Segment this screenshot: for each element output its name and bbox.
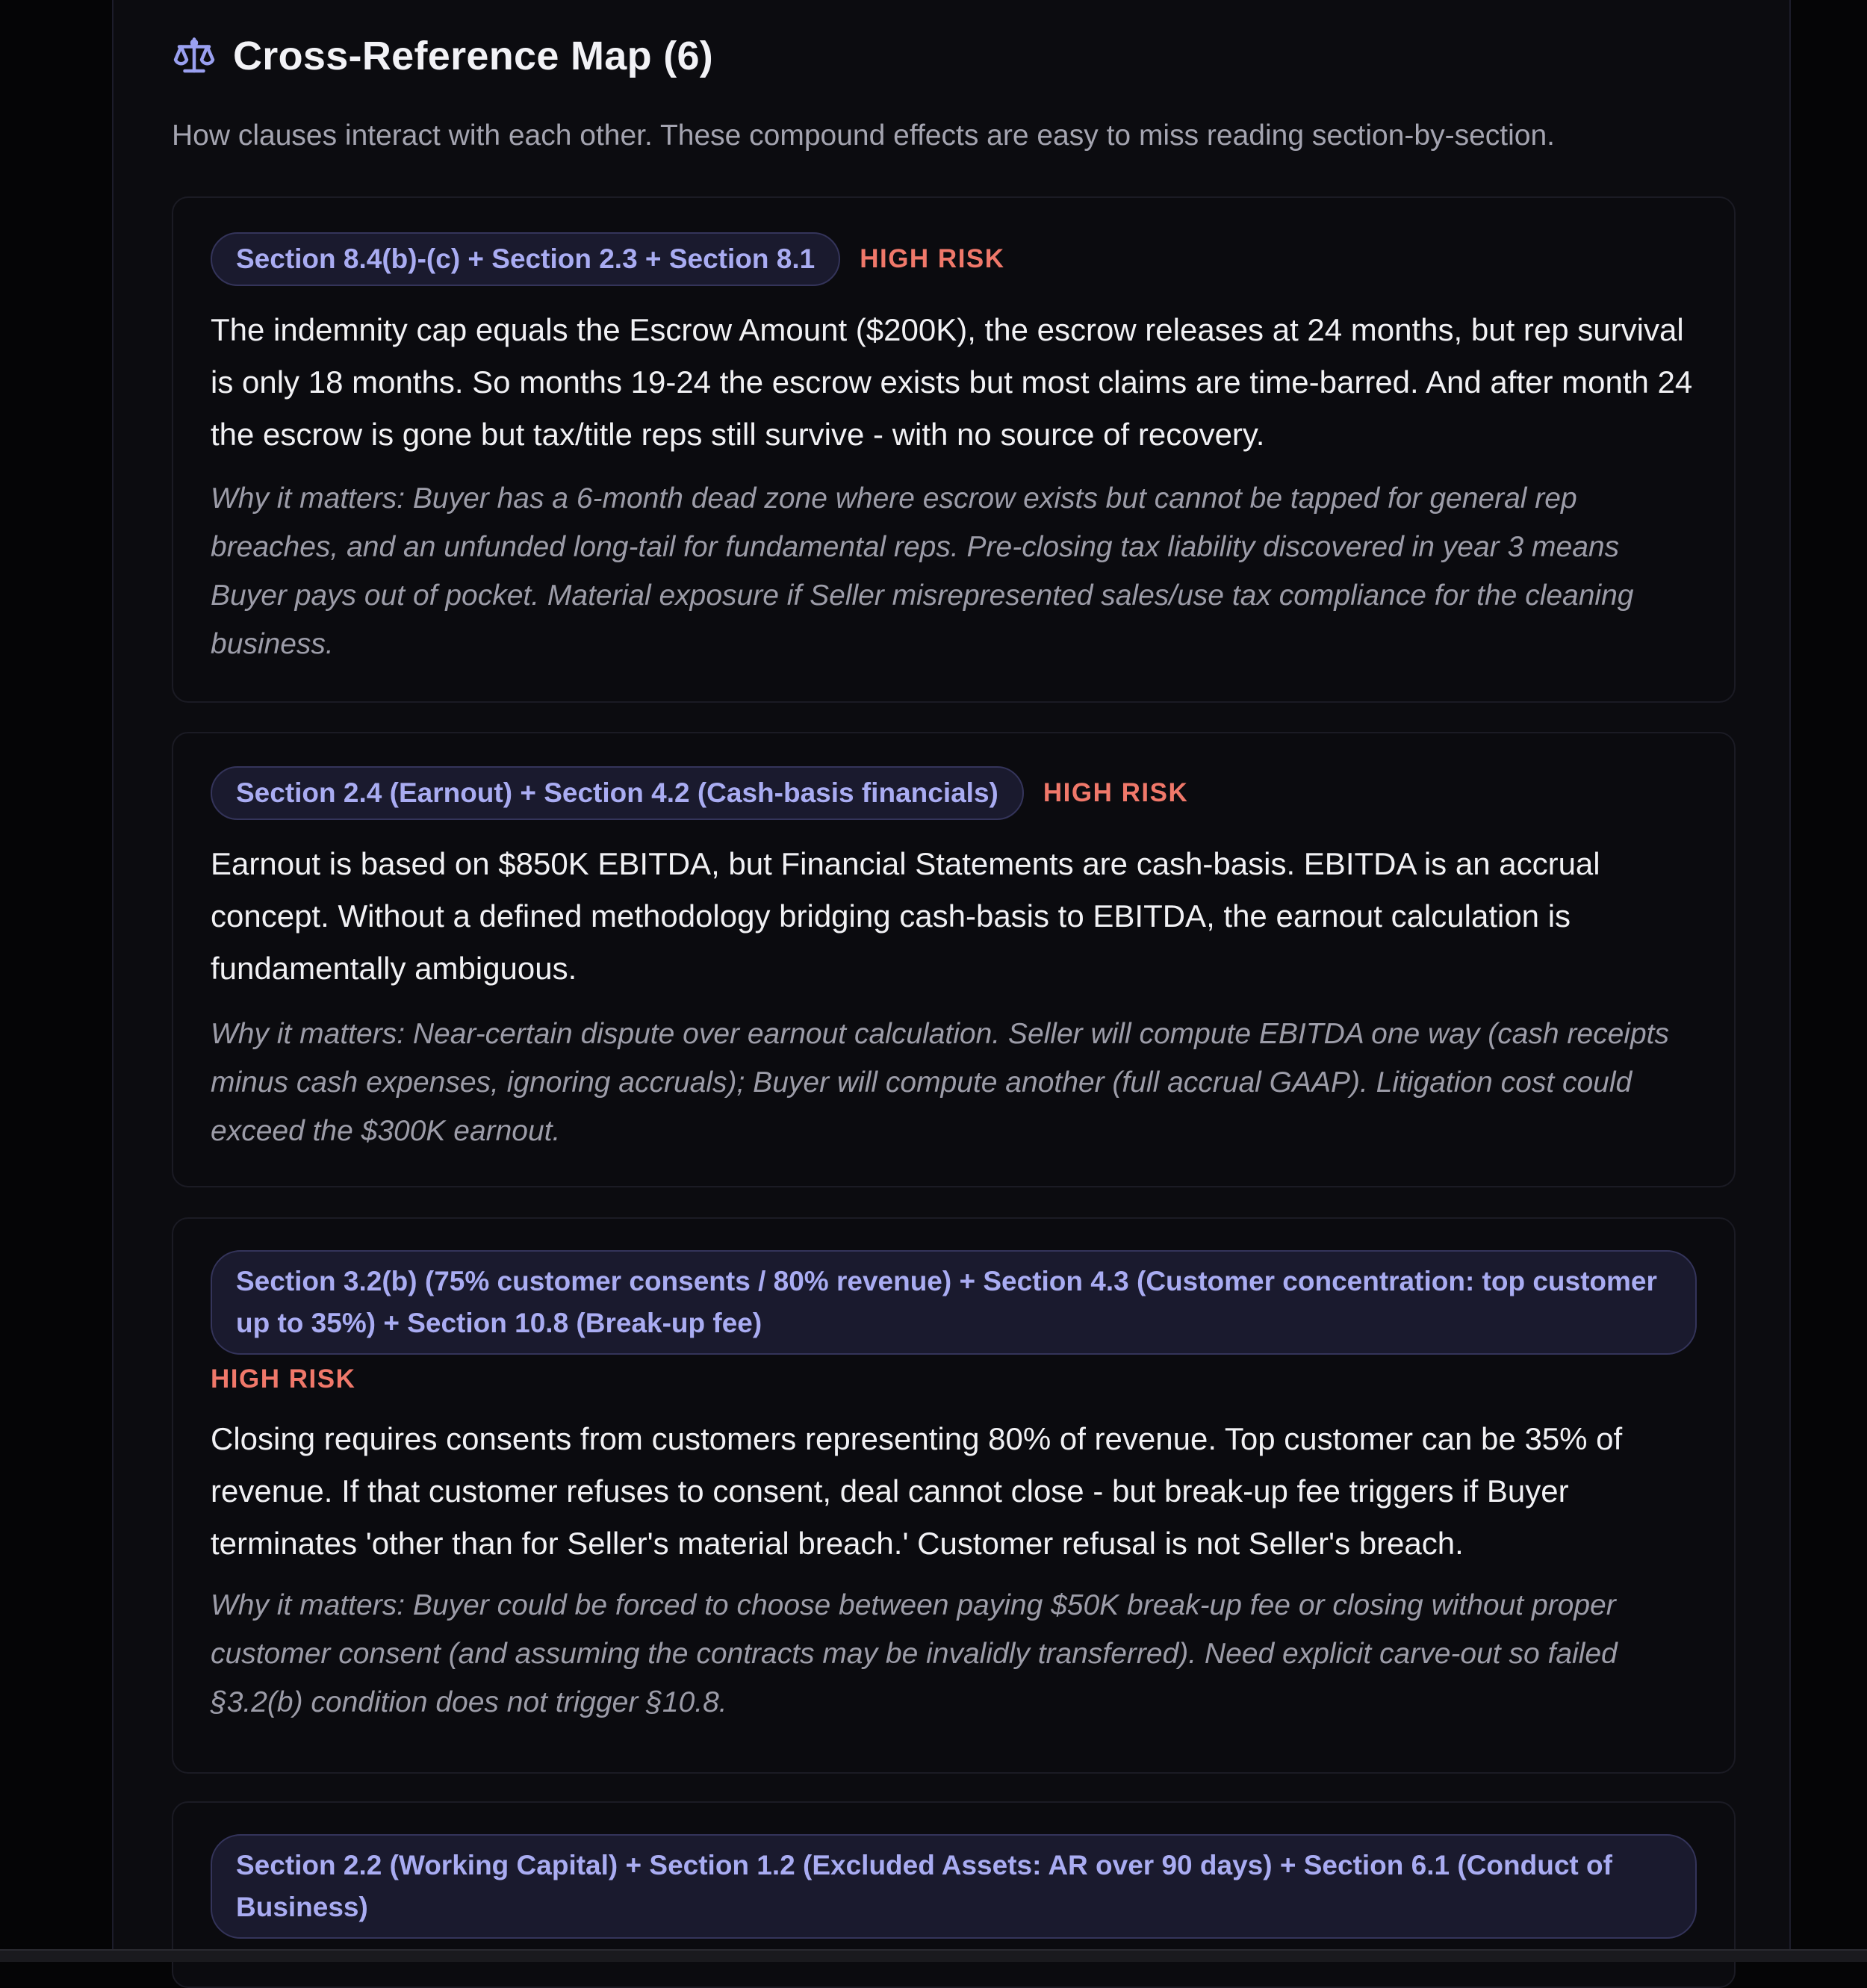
card-why-it-matters: Why it matters: Buyer has a 6-month dead zone where escrow exists but cannot be tapped for general rep breaches, and an unfunded long-tail for fundamental reps. Pre-closing tax liability discovered in year 3 means Buyer pays out of pocket. Material exposure if Seller misrepresented sales/use tax compliance for the cleaning business. — [211, 482, 1634, 660]
card-why-it-matters: Why it matters: Buyer could be forced to choose between paying $50K break-up fee or closing without proper customer consent (and assuming the contracts may be invalidly transferred). Need explicit carve-out so failed §3.2(b) condition does not trigger §10.8. — [211, 1589, 1618, 1718]
card-header — [211, 1250, 1697, 1355]
card-why-it-matters: Why it matters: Near-certain dispute over earnout calculation. Seller will compute EBITDA one way (cash receipts minus cash expenses, ignoring accruals); Buyer will compute another (full accrual GAAP). Litigation cost could exceed the $300K earnout. — [211, 1018, 1669, 1147]
section-reference-pill[interactable]: Section 8.4(b)-(c) + Section 2.3 + Section 8.1 — [211, 232, 840, 286]
section-header — [172, 30, 713, 82]
section-reference-pill[interactable]: Section 3.2(b) (75% customer consents / 80% revenue) + Section 4.3 (Customer concentration: top customer up to 35%) + Section 10.8 (Break-up fee) — [211, 1250, 1697, 1355]
section-reference-pill[interactable]: Section 2.2 (Working Capital) + Section 1.2 (Excluded Assets: AR over 90 days) + Section 6.1 (Conduct of Business) — [211, 1834, 1697, 1939]
page-title: Cross-Reference Map (6) — [233, 34, 714, 78]
risk-badge: HIGH RISK — [860, 244, 1005, 273]
cross-reference-panel — [112, 0, 1791, 1949]
risk-badge: HIGH RISK — [211, 1364, 356, 1394]
card-description: Earnout is based on $850K EBITDA, but Financial Statements are cash-basis. EBITDA is an accrual concept. Without a defined methodology bridging cash-basis to EBITDA, the earnout calculation is fundamentally ambiguous. — [211, 846, 1600, 986]
cross-reference-card — [172, 732, 1736, 1187]
section-reference-pill[interactable]: Section 2.4 (Earnout) + Section 4.2 (Cash-basis financials) — [211, 766, 1024, 820]
card-header — [211, 232, 1005, 286]
card-header — [211, 766, 1188, 820]
card-header — [211, 1834, 1697, 1939]
cross-reference-card — [172, 196, 1736, 703]
card-description: Closing requires consents from customers representing 80% of revenue. Top customer can be 35% of revenue. If that customer refuses to consent, deal cannot close - but break-up fee triggers if Buyer terminates 'other than for Seller's material breach.' Customer refusal is not Seller's breach. — [211, 1421, 1623, 1561]
card-description: The indemnity cap equals the Escrow Amount ($200K), the escrow releases at 24 months, but rep survival is only 18 months. So months 19-24 the escrow exists but most claims are time-barred. And after month 24 the escrow is gone but tax/title reps still survive - with no source of recovery. — [211, 312, 1693, 452]
cross-reference-card — [172, 1217, 1736, 1774]
section-subtitle: How clauses interact with each other. These compound effects are easy to miss reading section-by-section. — [172, 119, 1556, 152]
window-bottom-edge — [0, 1949, 1867, 1962]
scale-icon — [172, 34, 217, 78]
risk-badge: HIGH RISK — [1043, 778, 1189, 807]
